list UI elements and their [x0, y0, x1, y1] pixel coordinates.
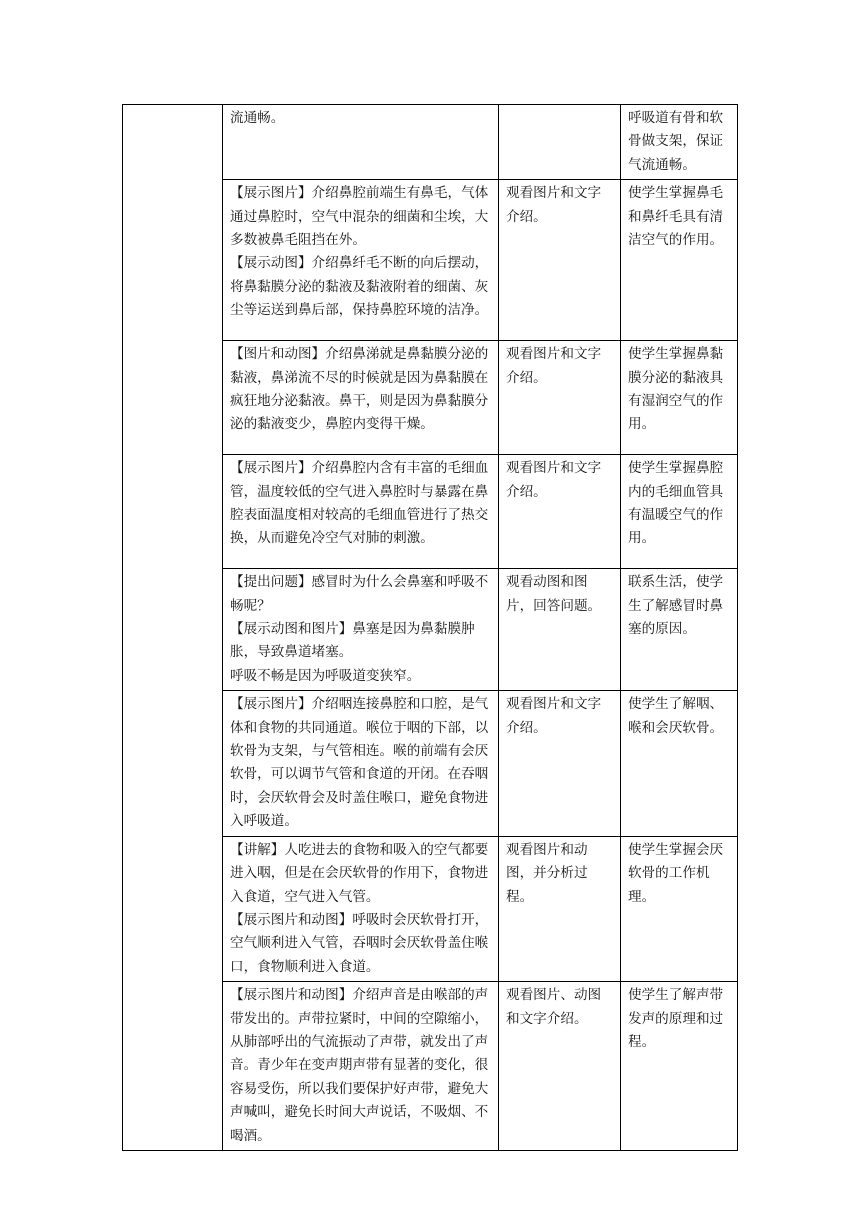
teacher-activity-text: 【展示图片和动图】介绍声音是由喉部的声带发出的。声带拉紧时，中间的空隙缩小，从肺部呼出的气流振动了声带，就发出了声音。青少年在变声期声带有显著的变化，很容易受伤，所以我们要保护好声带，避免大声喊叫，避免长时间大声说话，不吸烟、不喝酒。	[230, 987, 489, 1144]
student-activity-cell	[499, 105, 621, 180]
student-activity-cell	[499, 836, 621, 981]
student-activity-text: 观看图片和文字介绍。	[506, 346, 602, 386]
design-intent-cell	[621, 691, 738, 836]
student-activity-cell	[499, 341, 621, 455]
teacher-activity-text: 【图片和动图】介绍鼻涕就是鼻黏膜分泌的黏液，鼻涕流不尽的时候就是因为鼻黏膜在疯狂地分泌黏液。鼻干，则是因为鼻黏膜分泌的黏液变少，鼻腔内变得干燥。	[230, 346, 489, 433]
teacher-activity-text: 流通畅。	[230, 110, 285, 126]
teacher-activity-cell	[223, 982, 499, 1151]
teacher-activity-cell	[223, 105, 499, 180]
design-intent-cell	[621, 569, 738, 691]
student-activity-cell	[499, 982, 621, 1151]
design-intent-text: 使学生掌握会厌软骨的工作机理。	[628, 841, 724, 905]
teacher-activity-cell	[223, 691, 499, 836]
design-intent-text: 使学生掌握鼻黏膜分泌的黏液具有湿润空气的作用。	[628, 346, 724, 433]
design-intent-text: 使学生掌握鼻腔内的毛细血管具有温暖空气的作用。	[628, 460, 724, 547]
design-intent-cell	[621, 341, 738, 455]
teacher-activity-text: 【展示图片和动图】呼吸时会厌软骨打开，空气顺利进入气管，吞咽时会厌软骨盖住喉口，食物顺利进入食道。	[230, 911, 489, 975]
design-intent-cell	[621, 836, 738, 981]
design-intent-text: 使学生了解声带发声的原理和过程。	[628, 987, 724, 1050]
lesson-plan-table	[122, 104, 738, 1151]
teacher-activity-cell	[223, 569, 499, 691]
teacher-activity-text: 【展示图片】介绍咽连接鼻腔和口腔，是气体和食物的共同通道。喉位于咽的下部，以软骨为支架，与气管相连。喉的前端有会厌软骨，可以调节气管和食道的开闭。在吞咽时，会厌软骨会及时盖住喉口，避免食物进入呼吸道。	[230, 696, 489, 830]
student-activity-text: 观看图片和文字介绍。	[506, 696, 602, 736]
design-intent-text: 使学生掌握鼻毛和鼻纤毛具有清洁空气的作用。	[628, 185, 724, 249]
teacher-activity-text: 【展示动图】介绍鼻纤毛不断的向后摆动，将鼻黏膜分泌的黏液及黏液附着的细菌、灰尘等运送到鼻后部，保持鼻腔环境的洁净。	[230, 255, 489, 319]
design-intent-cell	[621, 105, 738, 180]
teacher-activity-cell	[223, 341, 499, 455]
design-intent-cell	[621, 982, 738, 1151]
teacher-activity-text: 呼吸不畅是因为呼吸道变狭窄。	[230, 667, 421, 684]
teacher-activity-text: 【展示图片】介绍鼻腔内含有丰富的毛细血管，温度较低的空气进入鼻腔时与暴露在鼻腔表面温度相对较高的毛细血管进行了热交换，从而避免冷空气对肺的刺激。	[230, 460, 489, 547]
design-intent-cell	[621, 180, 738, 341]
design-intent-text: 联系生活，使学生了解感冒时鼻塞的原因。	[628, 574, 724, 638]
table-row	[123, 105, 738, 180]
teacher-activity-text: 【展示图片】介绍鼻腔前端生有鼻毛，气体通过鼻腔时，空气中混杂的细菌和尘埃，大多数被鼻毛阻挡在外。	[230, 185, 489, 249]
design-intent-cell	[621, 455, 738, 569]
student-activity-cell	[499, 180, 621, 341]
student-activity-cell	[499, 455, 621, 569]
student-activity-text: 观看动图和图片，回答问题。	[506, 574, 602, 614]
student-activity-text: 观看图片、动图和文字介绍。	[506, 987, 602, 1027]
teacher-activity-cell	[223, 455, 499, 569]
teacher-activity-text: 【提出问题】感冒时为什么会鼻塞和呼吸不畅呢？	[230, 574, 489, 614]
teacher-activity-cell	[223, 836, 499, 981]
teacher-activity-cell	[223, 180, 499, 341]
student-activity-cell	[499, 569, 621, 691]
student-activity-cell	[499, 691, 621, 836]
design-intent-text: 呼吸道有骨和软骨做支架，保证气流通畅。	[628, 110, 724, 173]
teacher-activity-text: 【展示动图和图片】鼻塞是因为鼻黏膜肿胀，导致鼻道堵塞。	[230, 621, 475, 661]
design-intent-text: 使学生了解咽、喉和会厌软骨。	[628, 696, 724, 736]
section-cell	[123, 105, 223, 1151]
student-activity-text: 观看图片和文字介绍。	[506, 460, 602, 500]
student-activity-text: 观看图片和动图，并分析过程。	[506, 841, 588, 905]
student-activity-text: 观看图片和文字介绍。	[506, 185, 602, 225]
teacher-activity-text: 【讲解】人吃进去的食物和吸入的空气都要进入咽，但是在会厌软骨的作用下，食物进入食道，空气进入气管。	[230, 841, 489, 905]
